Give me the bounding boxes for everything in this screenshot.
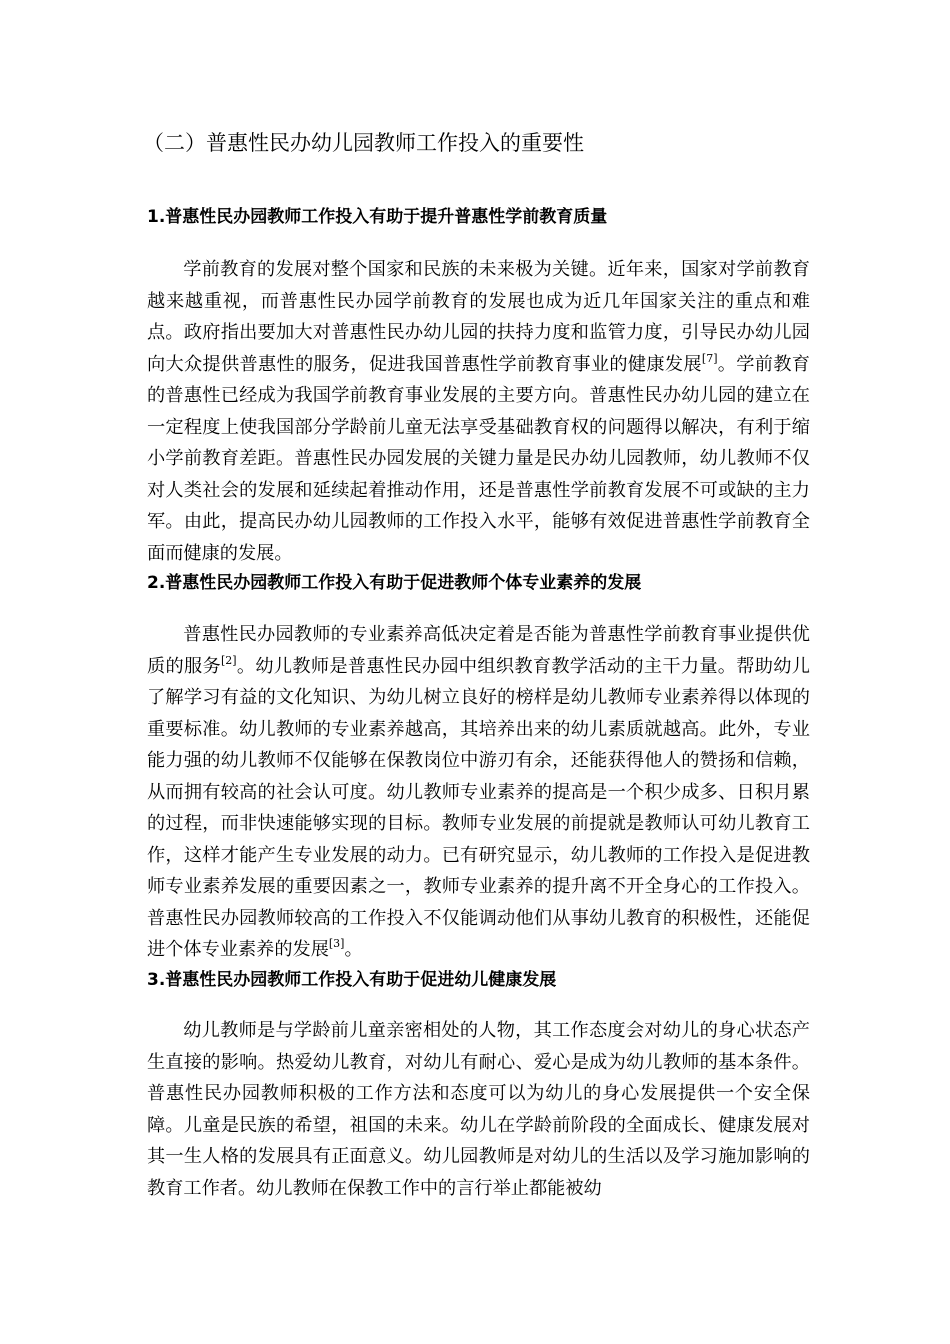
paragraph-1-text-b: 。学前教育的普惠性已经成为我国学前教育事业发展的主要方向。普惠性民办幼儿园的建立在一定程度上使我国部分学龄前儿童无法享受基础教育权的问题得以解决，有利于缩小学前教育差距。普惠性民办园发展的关键力量是民办幼儿园教师，幼儿教师不仅对人类社会的发展和延续起着推动作用，还是普惠性学前教育发展不可或缺的主力军。由此，提高民办幼儿园教师的工作投入水平，能够有效促进普惠性学前教育全面而健康的发展。 [147, 353, 810, 564]
section-title: （二）普惠性民办幼儿园教师工作投入的重要性 [143, 131, 584, 155]
citation-3: [3] [328, 937, 345, 950]
citation-7: [7] [701, 351, 718, 365]
subsection-heading-2: 2.普惠性民办园教师工作投入有助于促进教师个体专业素养的发展 [147, 573, 642, 593]
subsection-heading-1: 1.普惠性民办园教师工作投入有助于提升普惠性学前教育质量 [147, 207, 608, 227]
paragraph-2-text-b: 。幼儿教师是普惠性民办园中组织教育教学活动的主干力量。帮助幼儿了解学习有益的文化知识、为幼儿树立良好的榜样是幼儿教师专业素养得以体现的重要标准。幼儿教师的专业素养越高，其培养出来的幼儿素质就越高。此外，专业能力强的幼儿教师不仅能够在保教岗位中游刃有余，还能获得他人的赞扬和信赖，从而拥有较高的社会认可度。幼儿教师专业素养的提高是一个积少成多、日积月累的过程，而非快速能够实现的目标。教师专业发展的前提就是教师认可幼儿教育工作，这样才能产生专业发展的动力。已有研究显示，幼儿教师的工作投入是促进教师专业素养发展的重要因素之一，教师专业素养的提升离不开全身心的工作投入。普惠性民办园教师较高的工作投入不仅能调动他们从事幼儿教育的积极性，还能促进个体专业素养的发展 [147, 655, 810, 960]
paragraph-2-text-c: 。 [344, 939, 363, 960]
paragraph-3 [147, 1015, 810, 1204]
paragraph-1-text-a: 学前教育的发展对整个国家和民族的未来极为关键。近年来，国家对学前教育越来越重视，而普惠性民办园学前教育的发展也成为近几年国家关注的重点和难点。政府指出要加大对普惠性民办幼儿园的扶持力度和监管力度，引导民办幼儿园向大众提供普惠性的服务，促进我国普惠性学前教育事业的健康发展 [147, 259, 810, 375]
paragraph-3-text-a: 幼儿教师是与学龄前儿童亲密相处的人物，其工作态度会对幼儿的身心状态产生直接的影响。热爱幼儿教育，对幼儿有耐心、爱心是成为幼儿教师的基本条件。普惠性民办园教师积极的工作方法和态度可以为幼儿的身心发展提供一个安全保障。儿童是民族的希望，祖国的未来。幼儿在学龄前阶段的全面成长、健康发展对其一生人格的发展具有正面意义。幼儿园教师是对幼儿的生活以及学习施加影响的教育工作者。幼儿教师在保教工作中的言行举止都能被幼 [147, 1020, 810, 1199]
subsection-heading-3: 3.普惠性民办园教师工作投入有助于促进幼儿健康发展 [147, 970, 557, 990]
paragraph-1 [147, 254, 810, 569]
paragraph-2 [147, 619, 810, 966]
citation-2: [2] [221, 653, 237, 667]
paragraph-2-text-a: 普惠性民办园教师的专业素养高低决定着是否能为普惠性学前教育事业提供优质的服务 [147, 624, 810, 677]
